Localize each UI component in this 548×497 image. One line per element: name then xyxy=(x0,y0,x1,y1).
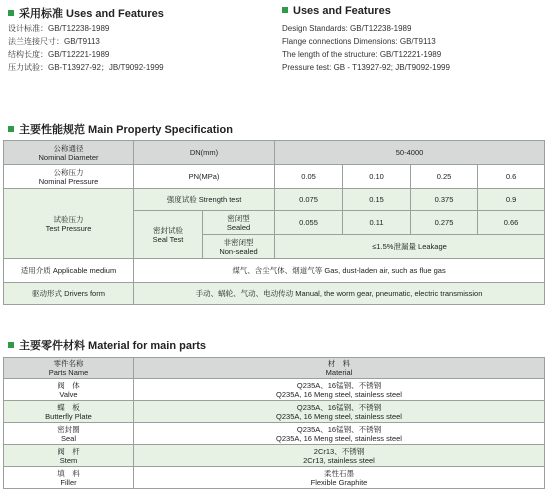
strength-value: 0.375 xyxy=(411,189,478,211)
sealed-value: 0.055 xyxy=(275,211,343,235)
table-row xyxy=(4,445,545,467)
nominal-diameter-label: 公称通径 Nominal Diameter xyxy=(4,141,134,165)
nominal-pressure-label: 公称压力 Nominal Pressure xyxy=(4,165,134,189)
spec-heading: 主要性能规范 Main Property Specification xyxy=(8,121,233,137)
parts-name-header: 零件名称 Parts Name xyxy=(4,358,134,379)
drive-value: 手动、蜗轮、气动、电动传动 Manual, the worm gear, pneumatic, electric transmission xyxy=(134,283,545,305)
uses-cn-heading: 采用标准 Uses and Features xyxy=(8,5,164,21)
bullet-square-icon xyxy=(8,126,14,132)
strength-test-label: 强度试验 Strength test xyxy=(134,189,275,211)
sealed-value: 0.66 xyxy=(478,211,545,235)
table-row xyxy=(4,259,545,283)
uses-cn-line: 结构长度：GB/T12221-1989 xyxy=(8,50,110,59)
pn-label: PN(MPa) xyxy=(134,165,275,189)
seal-test-label: 密封试验 Seal Test xyxy=(134,211,203,259)
pn-value: 0.6 xyxy=(478,165,545,189)
table-row xyxy=(4,467,545,489)
part-material: 2Cr13、不锈钢 2Cr13, stainless steel xyxy=(134,445,545,467)
pn-value: 0.25 xyxy=(411,165,478,189)
part-material: 柔性石墨 Flexible Graphite xyxy=(134,467,545,489)
part-material: Q235A、16锰钢、不锈钢 Q235A, 16 Meng steel, stainless steel xyxy=(134,423,545,445)
medium-value: 煤气、含尘气体、烟道气等 Gas, dust-laden air, such as flue gas xyxy=(134,259,545,283)
uses-en-list xyxy=(282,22,450,74)
sealed-label: 密闭型 Sealed xyxy=(203,211,275,235)
sealed-value: 0.11 xyxy=(343,211,411,235)
sealed-value: 0.275 xyxy=(411,211,478,235)
part-name: 阀 体 Valve xyxy=(4,379,134,401)
drive-label: 驱动形式 Drivers form xyxy=(4,283,134,305)
part-name: 填 料 Filler xyxy=(4,467,134,489)
part-material: Q235A、16锰钢、不锈钢 Q235A, 16 Meng steel, stainless steel xyxy=(134,401,545,423)
part-material: Q235A、16锰钢、不锈钢 Q235A, 16 Meng steel, stainless steel xyxy=(134,379,545,401)
leakage-value: ≤1.5%泄漏量 Leakage xyxy=(275,235,545,259)
bullet-square-icon xyxy=(8,10,14,16)
part-name: 蝶 板 Butterfly Plate xyxy=(4,401,134,423)
table-row xyxy=(4,358,545,379)
uses-en-line: Flange connections Dimensions: GB/T9113 xyxy=(282,37,436,46)
material-heading: 主要零件材料 Material for main parts xyxy=(8,337,206,353)
uses-en-line: Pressure test: GB - T13927-92; JB/T9092-1999 xyxy=(282,63,450,72)
table-row xyxy=(4,165,545,189)
uses-en-heading: Uses and Features xyxy=(282,5,391,17)
material-table xyxy=(3,357,545,489)
medium-label: 适用介质 Applicable medium xyxy=(4,259,134,283)
table-row xyxy=(4,423,545,445)
spec-table xyxy=(3,140,545,305)
uses-en-line: The length of the structure: GB/T12221-1989 xyxy=(282,50,442,59)
table-row xyxy=(4,401,545,423)
dn-label: DN(mm) xyxy=(134,141,275,165)
table-row xyxy=(4,283,545,305)
strength-value: 0.075 xyxy=(275,189,343,211)
bullet-square-icon xyxy=(282,7,288,13)
test-pressure-label: 试验压力 Test Pressure xyxy=(4,189,134,259)
strength-value: 0.9 xyxy=(478,189,545,211)
table-row xyxy=(4,141,545,165)
pn-value: 0.05 xyxy=(275,165,343,189)
part-name: 阀 杆 Stem xyxy=(4,445,134,467)
bullet-square-icon xyxy=(8,342,14,348)
part-name: 密封圈 Seal xyxy=(4,423,134,445)
uses-cn-line: 设计标准：GB/T12238-1989 xyxy=(8,24,110,33)
non-sealed-label: 非密闭型 Non-sealed xyxy=(203,235,275,259)
strength-value: 0.15 xyxy=(343,189,411,211)
table-row xyxy=(4,379,545,401)
uses-cn-line: 法兰连接尺寸：GB/T9113 xyxy=(8,37,100,46)
table-row xyxy=(4,189,545,211)
uses-en-line: Design Standards: GB/T12238-1989 xyxy=(282,24,412,33)
uses-cn-line: 压力试验：GB-T13927-92；JB/T9092-1999 xyxy=(8,63,164,72)
material-header: 材 料 Material xyxy=(134,358,545,379)
dn-value: 50-4000 xyxy=(275,141,545,165)
pn-value: 0.10 xyxy=(343,165,411,189)
uses-cn-list xyxy=(8,22,164,74)
